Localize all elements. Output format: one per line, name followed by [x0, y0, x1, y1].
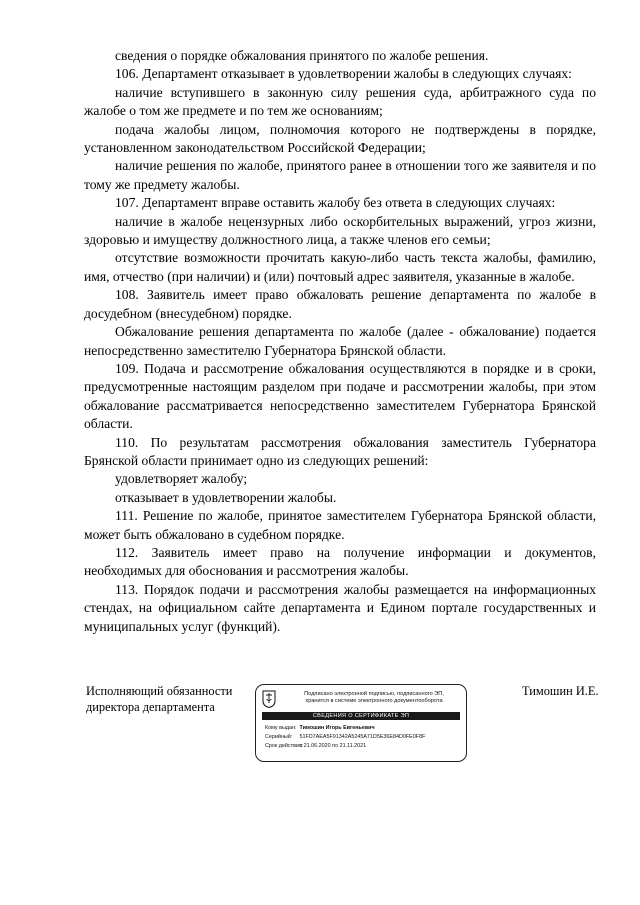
coat-of-arms-icon: [262, 690, 276, 708]
stamp-header: [286, 691, 462, 705]
stamp-value: 51FD7AEA5F91342A5245A71D5E36E84D0FE0F8F: [299, 734, 426, 740]
paragraph: наличие вступившего в законную силу решения суда, арбитражного суда по жалобе о том же предмете и по тем же основаниям;: [84, 84, 596, 119]
e-signature-stamp: [255, 684, 467, 762]
position-line: директора департамента: [86, 700, 215, 714]
paragraph: удовлетворяет жалобу;: [115, 471, 248, 487]
stamp-header-line: Подписано электронной подписью, подписанного ЭП,: [304, 691, 444, 697]
stamp-value: с 21.06.2020 по 21.11.2021: [299, 743, 367, 749]
stamp-value: Тимошин Игорь Евгеньевич: [299, 725, 375, 731]
paragraph: отсутствие возможности прочитать какую-либо часть текста жалобы, фамилию, имя, отчество (при наличии) и (или) почтовый адрес заявителя, указанные в жалобе.: [84, 250, 596, 284]
paragraph: подача жалобы лицом, полномочия которого не подтверждены в порядке, установленном законодательством Российской Федерации;: [84, 121, 596, 156]
paragraph: наличие в жалобе нецензурных либо оскорбительных выражений, угроз жизни, здоровью и имуществу должностного лица, а также членов его семьи;: [84, 213, 596, 248]
stamp-title: СВЕДЕНИЯ О СЕРТИФИКАТЕ ЭП: [262, 712, 460, 720]
paragraph: Обжалование решения департамента по жалобе (далее - обжалование) подается непосредственно заместителю Губернатора Брянской области.: [84, 324, 596, 358]
paragraph: сведения о порядке обжалования принятого по жалобе решения.: [115, 48, 489, 63]
paragraph: 107. Департамент вправе оставить жалобу без ответа в следующих случаях:: [115, 195, 556, 211]
paragraph: 113. Порядок подачи и рассмотрения жалобы размещается на информационных стендах, на официальном сайте департамента и Едином портале государственных и муниципальных услуг (функций).: [84, 581, 596, 634]
stamp-label: Срок действия:: [265, 743, 304, 749]
stamp-label: Серийный:: [265, 734, 293, 740]
paragraph: 108. Заявитель имеет право обжаловать решение департамента по жалобе в досудебном (внесудебном) порядке.: [84, 287, 596, 321]
paragraph: 106. Департамент отказывает в удовлетворении жалобы в следующих случаях:: [115, 66, 572, 82]
position-line: Исполняющий обязанности: [86, 684, 233, 698]
stamp-serial: [265, 734, 425, 741]
paragraph: 110. По результатам рассмотрения обжалования заместитель Губернатора Брянской области принимает одно из следующих решений:: [84, 434, 596, 468]
paragraph: 111. Решение по жалобе, принятое заместителем Губернатора Брянской области, может быть обжаловано в судебном порядке.: [84, 508, 596, 542]
signatory-position: [86, 683, 232, 715]
stamp-issued-to: [265, 725, 375, 732]
paragraph: наличие решения по жалобе, принятого ранее в отношении того же заявителя и по тому же предмету жалобы.: [84, 158, 596, 192]
paragraph: отказывает в удовлетворении жалобы.: [115, 489, 337, 505]
stamp-validity: [265, 743, 366, 750]
stamp-header-line: хранится в системе электронного документооборота: [305, 698, 443, 704]
stamp-label: Кому выдан:: [265, 725, 297, 731]
paragraph: 109. Подача и рассмотрение обжалования осуществляются в порядке и в сроки, предусмотренные настоящим разделом при подаче и рассмотрении жалобы, при этом обжалование рассматривается непосредственно заместителем Губернатора Брянской области.: [84, 360, 596, 432]
paragraph: 112. Заявитель имеет право на получение информации и документов, необходимых для обоснования и рассмотрения жалобы.: [84, 544, 596, 579]
document-body: [84, 47, 596, 636]
signatory-name: Тимошин И.Е.: [522, 684, 599, 698]
